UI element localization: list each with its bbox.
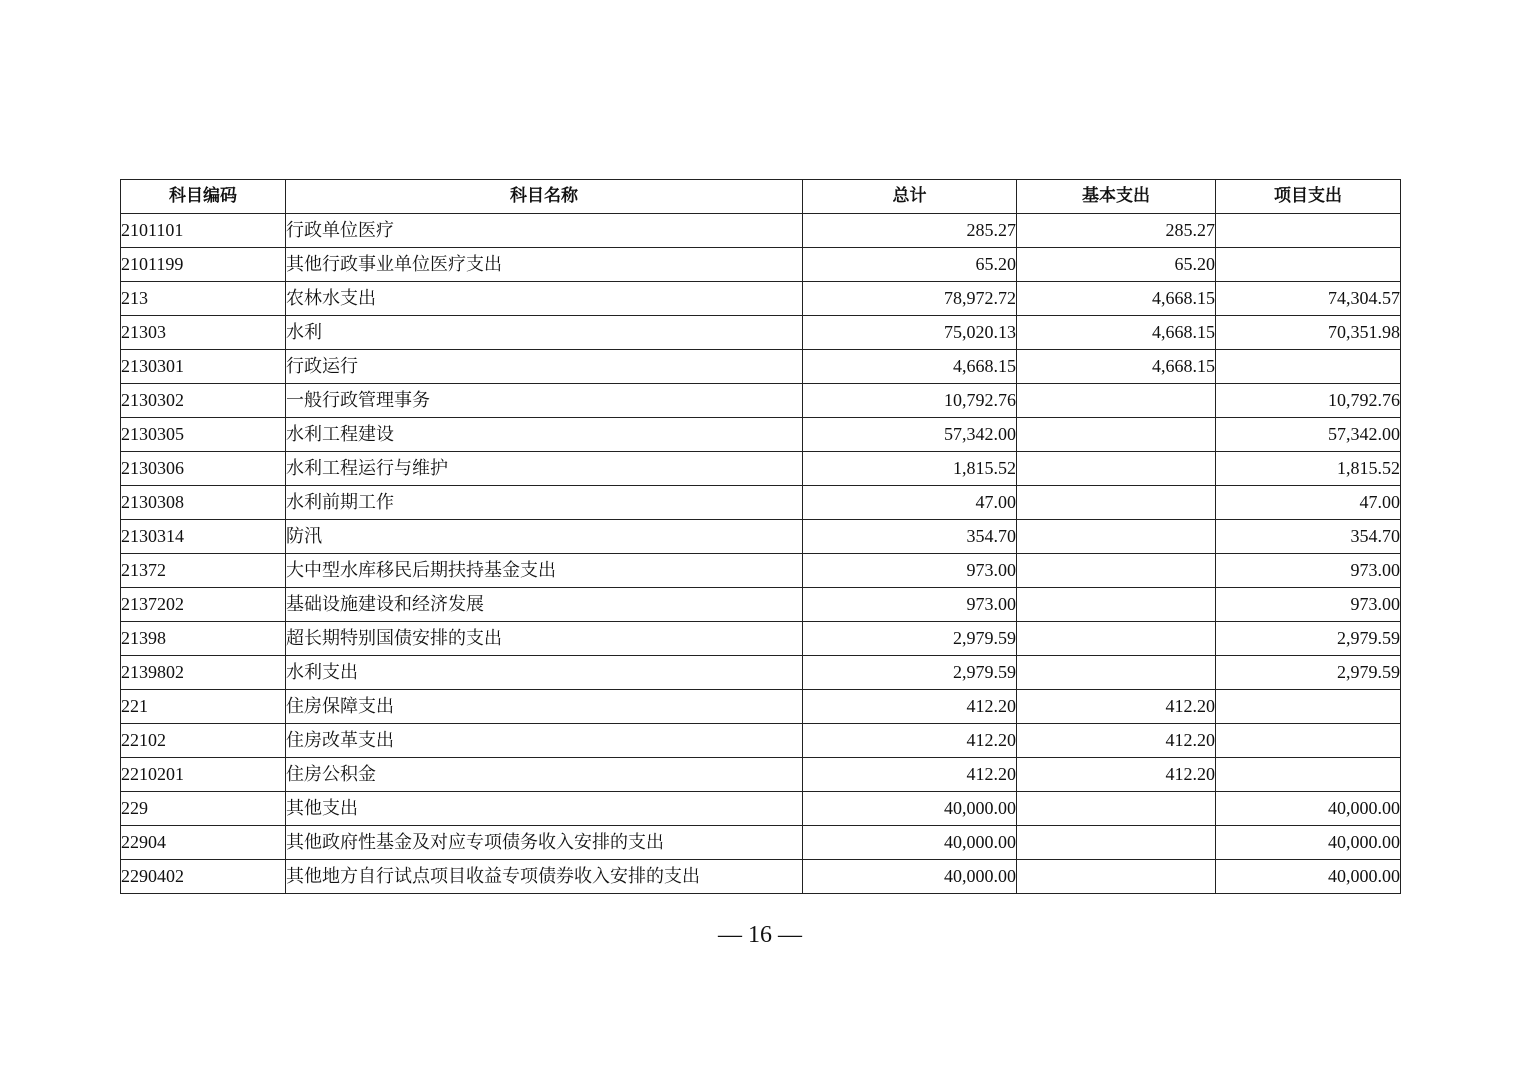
subject-code-cell: 2130308 <box>121 486 286 520</box>
subject-name-cell: 住房保障支出 <box>286 690 803 724</box>
table-row <box>121 724 1401 758</box>
basic-expense-cell <box>1017 486 1216 520</box>
subject-name-cell: 其他行政事业单位医疗支出 <box>286 248 803 282</box>
basic-expense-cell: 285.27 <box>1017 214 1216 248</box>
project-expense-cell: 47.00 <box>1216 486 1401 520</box>
subject-code-cell: 22102 <box>121 724 286 758</box>
table-row <box>121 350 1401 384</box>
basic-expense-cell <box>1017 622 1216 656</box>
subject-name-cell: 水利支出 <box>286 656 803 690</box>
header-project: 项目支出 <box>1216 180 1401 214</box>
basic-expense-cell: 412.20 <box>1017 724 1216 758</box>
subject-name-cell: 超长期特别国债安排的支出 <box>286 622 803 656</box>
total-cell: 40,000.00 <box>803 860 1017 894</box>
total-cell: 10,792.76 <box>803 384 1017 418</box>
table-header-row <box>121 180 1401 214</box>
page-number: — 16 — <box>718 922 802 948</box>
subject-code-cell: 21398 <box>121 622 286 656</box>
basic-expense-cell: 4,668.15 <box>1017 316 1216 350</box>
subject-name-cell: 防汛 <box>286 520 803 554</box>
table-row <box>121 316 1401 350</box>
subject-code-cell: 2130305 <box>121 418 286 452</box>
basic-expense-cell <box>1017 826 1216 860</box>
budget-table <box>120 179 1401 894</box>
project-expense-cell <box>1216 248 1401 282</box>
table-row <box>121 656 1401 690</box>
project-expense-cell: 40,000.00 <box>1216 860 1401 894</box>
basic-expense-cell <box>1017 656 1216 690</box>
project-expense-cell <box>1216 214 1401 248</box>
table-row <box>121 214 1401 248</box>
header-code: 科目编码 <box>121 180 286 214</box>
table-row <box>121 860 1401 894</box>
subject-name-cell: 农林水支出 <box>286 282 803 316</box>
subject-code-cell: 229 <box>121 792 286 826</box>
header-basic: 基本支出 <box>1017 180 1216 214</box>
project-expense-cell: 973.00 <box>1216 588 1401 622</box>
basic-expense-cell <box>1017 384 1216 418</box>
subject-code-cell: 2101101 <box>121 214 286 248</box>
subject-code-cell: 2210201 <box>121 758 286 792</box>
subject-code-cell: 2290402 <box>121 860 286 894</box>
table-row <box>121 282 1401 316</box>
total-cell: 4,668.15 <box>803 350 1017 384</box>
table-row <box>121 826 1401 860</box>
table-row <box>121 792 1401 826</box>
project-expense-cell: 70,351.98 <box>1216 316 1401 350</box>
total-cell: 412.20 <box>803 724 1017 758</box>
basic-expense-cell: 4,668.15 <box>1017 282 1216 316</box>
project-expense-cell: 973.00 <box>1216 554 1401 588</box>
total-cell: 2,979.59 <box>803 622 1017 656</box>
subject-name-cell: 其他地方自行试点项目收益专项债券收入安排的支出 <box>286 860 803 894</box>
subject-name-cell: 基础设施建设和经济发展 <box>286 588 803 622</box>
subject-name-cell: 其他支出 <box>286 792 803 826</box>
subject-code-cell: 21303 <box>121 316 286 350</box>
subject-name-cell: 行政运行 <box>286 350 803 384</box>
basic-expense-cell: 412.20 <box>1017 758 1216 792</box>
basic-expense-cell <box>1017 418 1216 452</box>
total-cell: 47.00 <box>803 486 1017 520</box>
project-expense-cell <box>1216 690 1401 724</box>
total-cell: 412.20 <box>803 690 1017 724</box>
basic-expense-cell <box>1017 520 1216 554</box>
table-row <box>121 520 1401 554</box>
subject-code-cell: 2137202 <box>121 588 286 622</box>
project-expense-cell: 10,792.76 <box>1216 384 1401 418</box>
basic-expense-cell: 65.20 <box>1017 248 1216 282</box>
project-expense-cell: 2,979.59 <box>1216 656 1401 690</box>
subject-name-cell: 住房改革支出 <box>286 724 803 758</box>
subject-code-cell: 2130301 <box>121 350 286 384</box>
header-total: 总计 <box>803 180 1017 214</box>
table-body <box>121 214 1401 894</box>
table-row <box>121 418 1401 452</box>
basic-expense-cell <box>1017 792 1216 826</box>
basic-expense-cell <box>1017 554 1216 588</box>
subject-code-cell: 213 <box>121 282 286 316</box>
subject-name-cell: 水利前期工作 <box>286 486 803 520</box>
project-expense-cell: 1,815.52 <box>1216 452 1401 486</box>
subject-code-cell: 2139802 <box>121 656 286 690</box>
subject-code-cell: 2130306 <box>121 452 286 486</box>
table-row <box>121 554 1401 588</box>
project-expense-cell: 57,342.00 <box>1216 418 1401 452</box>
total-cell: 57,342.00 <box>803 418 1017 452</box>
total-cell: 285.27 <box>803 214 1017 248</box>
total-cell: 2,979.59 <box>803 656 1017 690</box>
subject-code-cell: 2130314 <box>121 520 286 554</box>
total-cell: 973.00 <box>803 554 1017 588</box>
basic-expense-cell: 412.20 <box>1017 690 1216 724</box>
table-row <box>121 384 1401 418</box>
project-expense-cell: 354.70 <box>1216 520 1401 554</box>
project-expense-cell <box>1216 724 1401 758</box>
project-expense-cell: 40,000.00 <box>1216 792 1401 826</box>
table-row <box>121 690 1401 724</box>
subject-name-cell: 一般行政管理事务 <box>286 384 803 418</box>
total-cell: 1,815.52 <box>803 452 1017 486</box>
subject-code-cell: 221 <box>121 690 286 724</box>
project-expense-cell <box>1216 350 1401 384</box>
header-name: 科目名称 <box>286 180 803 214</box>
subject-name-cell: 住房公积金 <box>286 758 803 792</box>
table-row <box>121 758 1401 792</box>
total-cell: 973.00 <box>803 588 1017 622</box>
subject-name-cell: 行政单位医疗 <box>286 214 803 248</box>
table-row <box>121 248 1401 282</box>
project-expense-cell <box>1216 758 1401 792</box>
subject-name-cell: 其他政府性基金及对应专项债务收入安排的支出 <box>286 826 803 860</box>
total-cell: 78,972.72 <box>803 282 1017 316</box>
total-cell: 65.20 <box>803 248 1017 282</box>
project-expense-cell: 40,000.00 <box>1216 826 1401 860</box>
subject-code-cell: 2130302 <box>121 384 286 418</box>
basic-expense-cell <box>1017 588 1216 622</box>
table-row <box>121 622 1401 656</box>
total-cell: 412.20 <box>803 758 1017 792</box>
table-row <box>121 452 1401 486</box>
subject-name-cell: 水利 <box>286 316 803 350</box>
project-expense-cell: 2,979.59 <box>1216 622 1401 656</box>
subject-code-cell: 22904 <box>121 826 286 860</box>
total-cell: 40,000.00 <box>803 792 1017 826</box>
basic-expense-cell <box>1017 860 1216 894</box>
basic-expense-cell: 4,668.15 <box>1017 350 1216 384</box>
subject-name-cell: 水利工程建设 <box>286 418 803 452</box>
table-row <box>121 588 1401 622</box>
subject-name-cell: 水利工程运行与维护 <box>286 452 803 486</box>
subject-code-cell: 2101199 <box>121 248 286 282</box>
total-cell: 75,020.13 <box>803 316 1017 350</box>
project-expense-cell: 74,304.57 <box>1216 282 1401 316</box>
total-cell: 354.70 <box>803 520 1017 554</box>
table-row <box>121 486 1401 520</box>
subject-name-cell: 大中型水库移民后期扶持基金支出 <box>286 554 803 588</box>
basic-expense-cell <box>1017 452 1216 486</box>
total-cell: 40,000.00 <box>803 826 1017 860</box>
subject-code-cell: 21372 <box>121 554 286 588</box>
